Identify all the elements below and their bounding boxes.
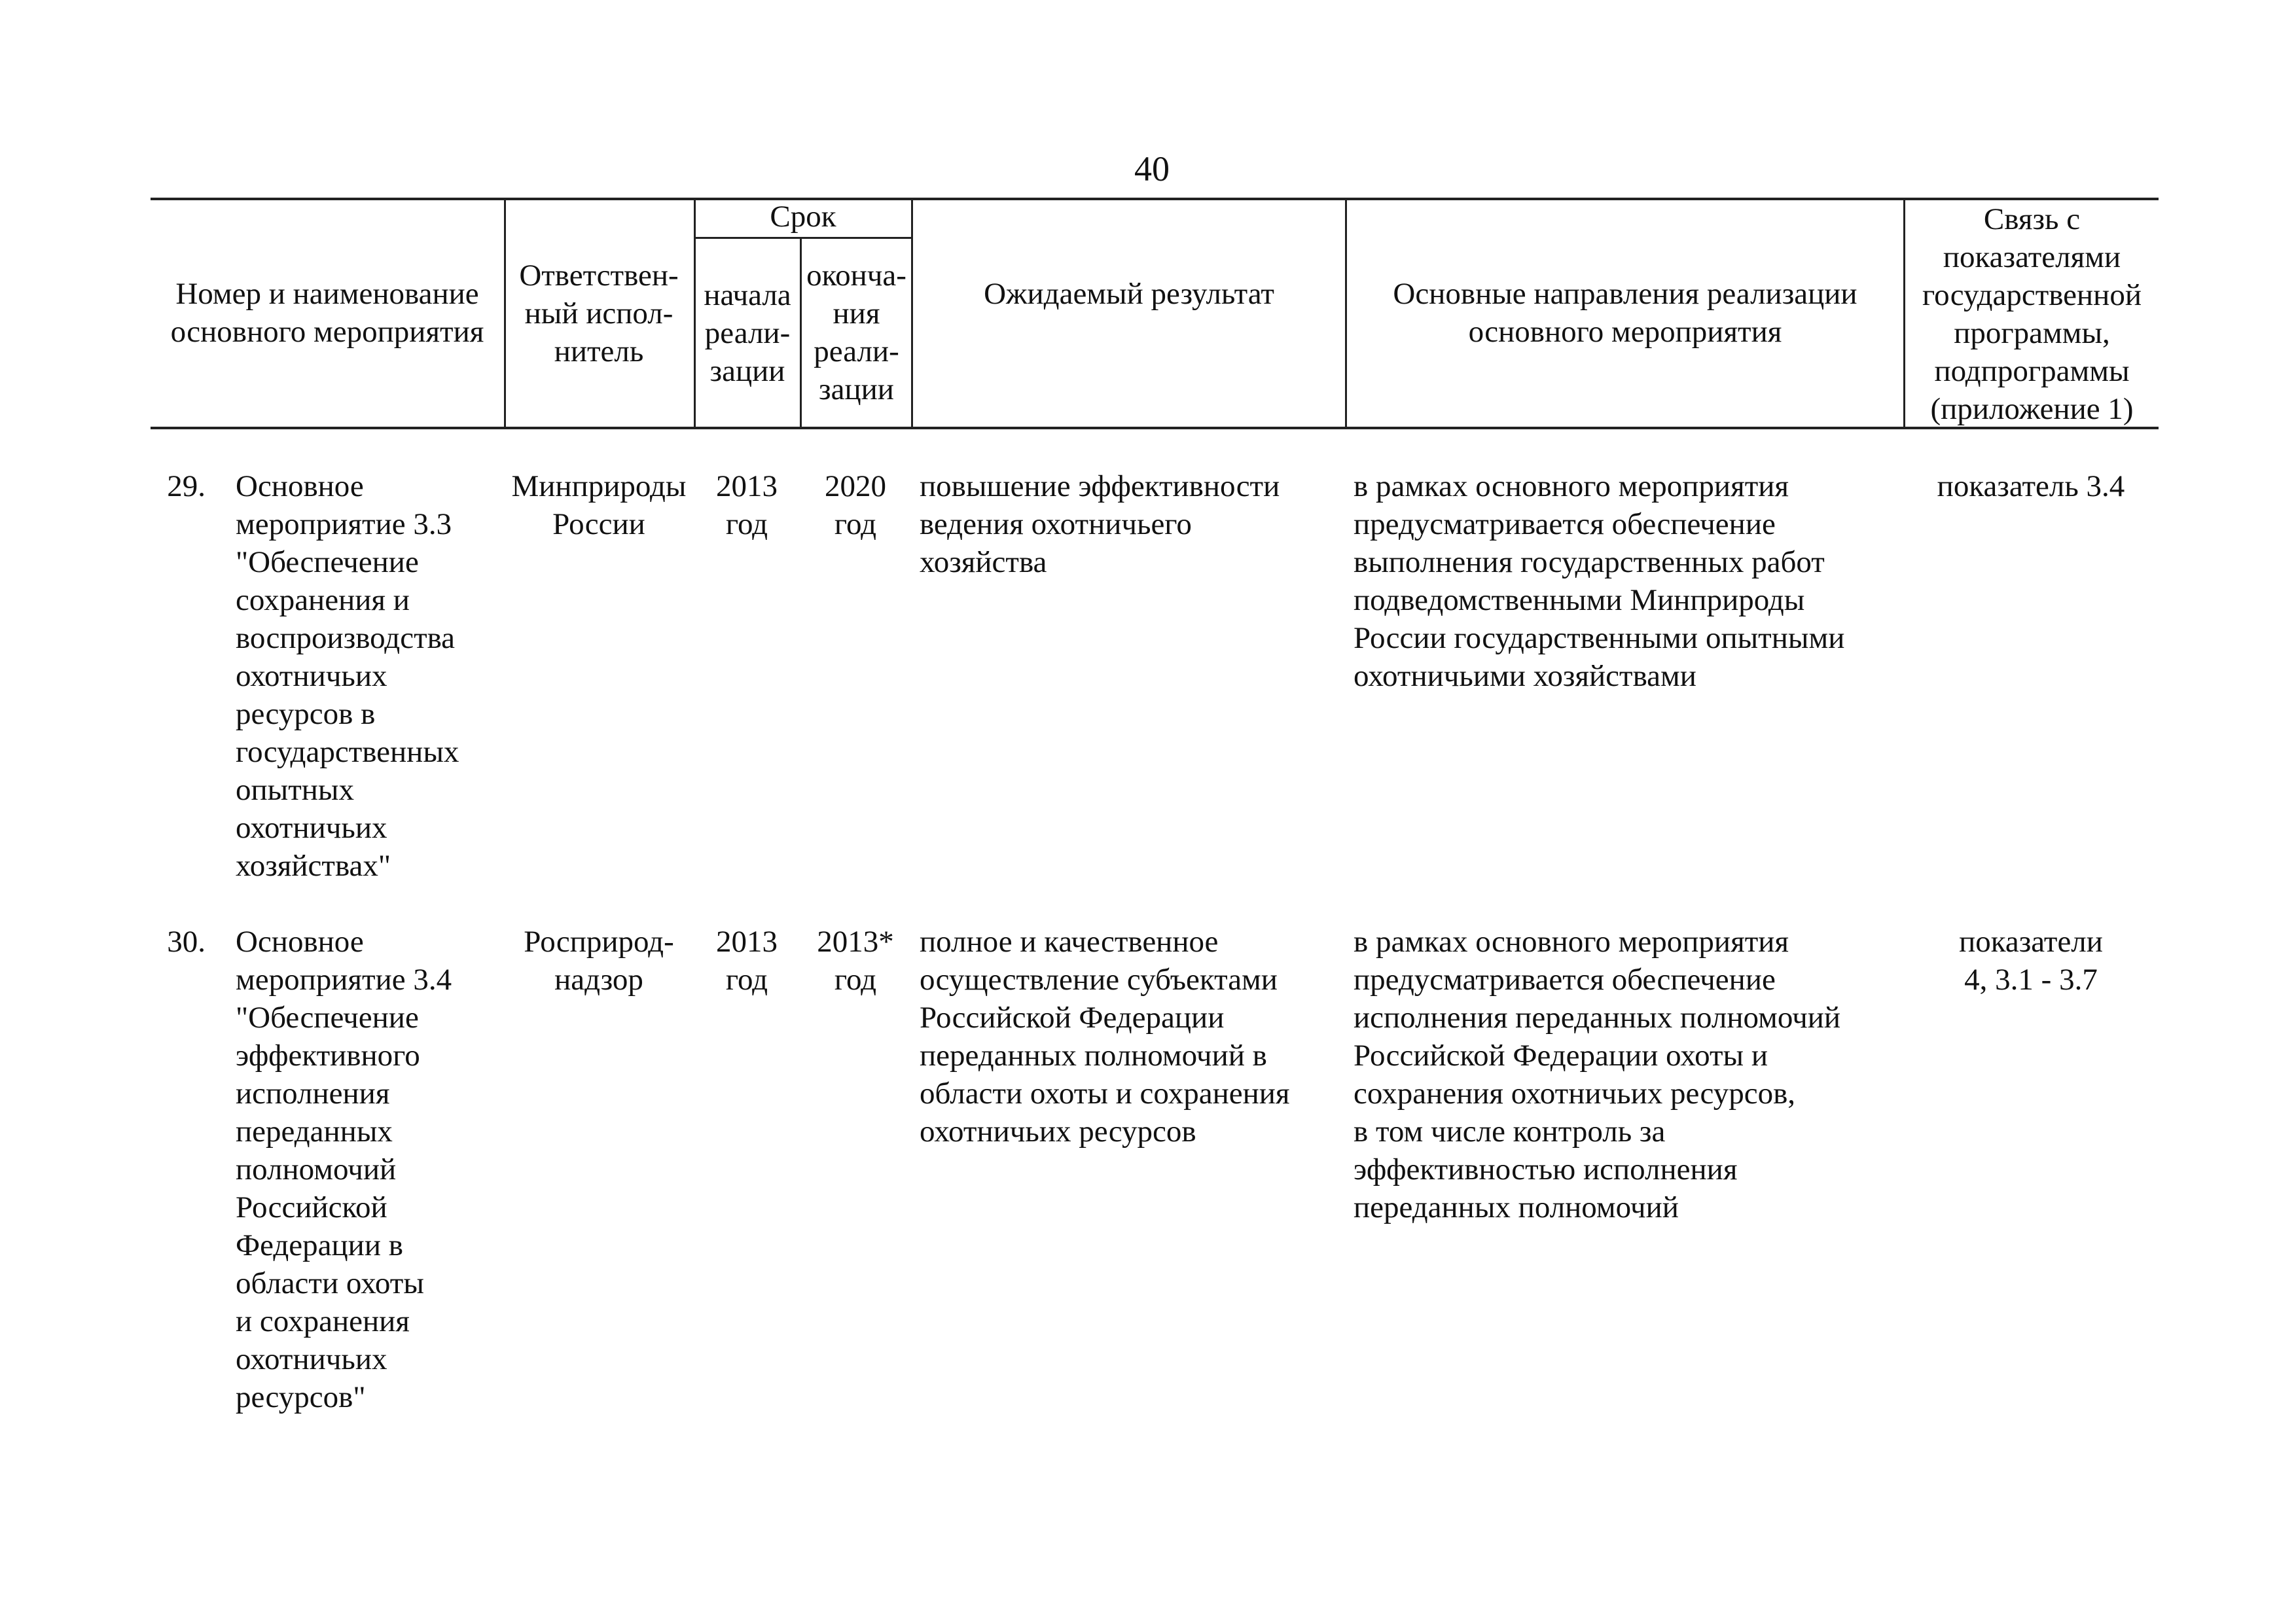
row-name: Основное мероприятие 3.3 "Обеспечение сохранения и воспроизводства охотничьих ресурсов в государственных опытных охотничьих хозяйствах" [236,469,459,883]
row-start-year: 2013 год [716,469,778,541]
header-executor: Ответствен- ный испол- нитель [519,259,679,368]
row-result: полное и качественное осуществление субъектами Российской Федерации переданных полномочий в области охоты и сохранения охотничьих ресурсов [920,925,1290,1149]
page-number: 40 [1134,149,1170,188]
row-number: 30. [167,925,206,959]
row-number: 29. [167,469,206,503]
header-divider [911,198,913,428]
header-result: Ожидаемый результат [984,277,1274,311]
row-end-year: 2013* год [817,925,894,997]
header-term: Срок [770,200,836,234]
row-directions: в рамках основного мероприятия предусматривается обеспечение исполнения переданных полномочий Российской Федерации охоты и сохранения охотничьих ресурсов, в том числе контроль за эффективностью исполнения переданных полномочий [1354,925,1841,1224]
row-indicator-link: показатель 3.4 [1937,469,2125,503]
header-start: начала реали- зации [704,278,791,388]
row-indicator-link: показатели 4, 3.1 - 3.7 [1959,925,2103,997]
row-result: повышение эффективности ведения охотничьего хозяйства [920,469,1280,579]
header-directions: Основные направления реализации основного мероприятия [1393,277,1857,349]
row-end-year: 2020 год [825,469,886,541]
header-name: Номер и наименование основного мероприятия [170,277,484,349]
table-top-rule [151,198,2159,200]
row-directions: в рамках основного мероприятия предусматривается обеспечение выполнения государственных работ подведомственными Минприроды России государственными опытными охотничьими хозяйствами [1354,469,1845,693]
header-link: Связь с показателями государственной программы, подпрограммы (приложение 1) [1922,202,2142,426]
header-end: оконча- ния реали- зации [806,259,906,406]
header-bottom-rule [151,427,2159,429]
row-name: Основное мероприятие 3.4 "Обеспечение эффективного исполнения переданных полномочий Российской Федерации в области охоты и сохранения охотничьих ресурсов" [236,925,452,1414]
row-executor: Росприрод- надзор [524,925,674,997]
row-start-year: 2013 год [716,925,778,997]
row-executor: Минприроды России [511,469,687,541]
term-subheader-rule [694,237,912,239]
